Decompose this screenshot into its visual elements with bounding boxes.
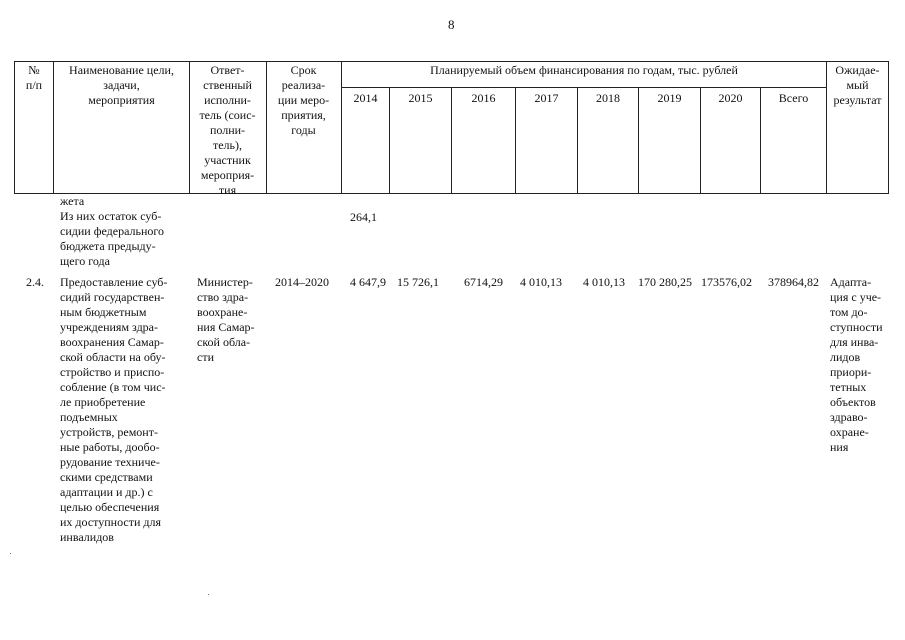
row-2-num: 2.4. bbox=[26, 275, 44, 289]
header-responsible: Ответ- ственный исполни- тель (соис- полни- тель), участник мероприя- тия bbox=[199, 63, 256, 197]
row-1-value-2014: 264,1 bbox=[350, 210, 377, 224]
row-2-responsible: Министер- ство здра- воохране- ния Самар- ской обла- сти bbox=[197, 275, 255, 364]
header-year-2020: 2020 bbox=[718, 91, 743, 105]
header-year-2017: 2017 bbox=[534, 91, 559, 105]
row-2-value-total: 378964,82 bbox=[768, 275, 819, 289]
row-2-term: 2014–2020 bbox=[275, 275, 329, 289]
scan-speck bbox=[10, 553, 11, 554]
scan-speck bbox=[208, 594, 209, 595]
header-financing: Планируемый объем финансирования по годам, тыс. рублей bbox=[430, 63, 738, 77]
header-term: Срок реализа- ции меро- приятия, годы bbox=[277, 63, 330, 137]
row-2-value-2020: 173576,02 bbox=[701, 275, 752, 289]
header-year-2016: 2016 bbox=[471, 91, 496, 105]
row-2-result: Адапта- ция с уче- том до- ступности для инва- лидов приори- тетных объектов здраво- охране- ния bbox=[830, 275, 883, 454]
header-num: № п/п bbox=[25, 63, 43, 92]
row-2-value-2015: 15 726,1 bbox=[397, 275, 439, 289]
header-year-2018: 2018 bbox=[596, 91, 620, 105]
row-2-value-2014: 4 647,9 bbox=[350, 275, 386, 289]
header-year-2015: 2015 bbox=[408, 91, 433, 105]
header-result: Ожидае- мый результат bbox=[833, 63, 882, 107]
row-2-value-2019: 170 280,25 bbox=[638, 275, 692, 289]
row-2-name: Предоставление суб- сидий государствен- ным бюджетным учреждениям здра- воохранения Самар- ской области на обу- стройство и приспо- собление (в том чис- ле приобретение подъемных устройств, ремонт- ные работы, дообо- рудование техниче- скими средствами адаптации и др.) с целью обеспечения их доступности для инвалидов bbox=[60, 275, 168, 544]
row-2-value-2016: 6714,29 bbox=[464, 275, 503, 289]
page-number: 8 bbox=[448, 17, 455, 32]
header-name: Наименование цели, задачи, мероприятия bbox=[69, 63, 174, 107]
row-1-name: жета Из них остаток суб- сидии федерального бюджета предыду- щего года bbox=[60, 194, 165, 268]
header-year-2019: 2019 bbox=[657, 91, 682, 105]
header-total: Всего bbox=[778, 91, 809, 105]
header-year-2014: 2014 bbox=[353, 91, 378, 105]
row-2-value-2017: 4 010,13 bbox=[520, 275, 562, 289]
row-2-value-2018: 4 010,13 bbox=[583, 275, 625, 289]
